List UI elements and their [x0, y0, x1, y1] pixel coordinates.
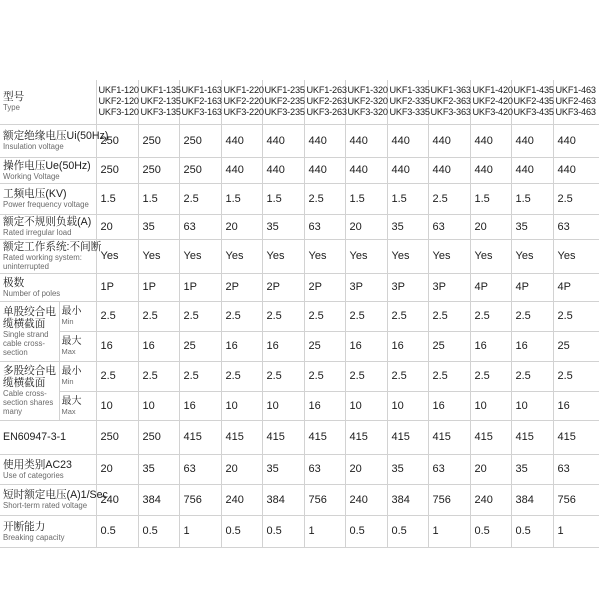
spec-label-cell [0, 515, 96, 547]
spec-value-cell: 20 [96, 214, 138, 239]
spec-value-cell: 0.5 [511, 515, 553, 547]
model-name: UKF2-463 [555, 96, 596, 107]
spec-value-cell: 4P [553, 273, 599, 301]
spec-value-cell: 1P [96, 273, 138, 301]
spec-label-zh: 额定绝缘电压Ui(50Hz) [3, 130, 109, 142]
group-label-en: Single strand cable cross-section [3, 329, 49, 357]
group-label-cell [0, 301, 59, 361]
model-name: UKF1-335 [389, 85, 430, 96]
spec-value-cell: 1P [179, 273, 221, 301]
spec-value-cell: 756 [304, 484, 345, 515]
model-name: UKF3-463 [555, 107, 596, 118]
spec-value-cell: 2.5 [96, 301, 138, 331]
spec-value-cell: 63 [428, 454, 470, 484]
spec-value-cell: 10 [345, 391, 387, 420]
spec-table [0, 80, 599, 548]
spec-value-cell: 35 [262, 214, 304, 239]
spec-value-cell: 1P [138, 273, 179, 301]
spec-value-cell: 25 [179, 331, 221, 361]
spec-value-cell: 440 [511, 157, 553, 183]
spec-value-cell: 2.5 [138, 301, 179, 331]
spec-value-cell: 10 [138, 391, 179, 420]
spec-label-en: Short-term rated voltage [3, 501, 88, 510]
spec-value-cell: 1.5 [96, 183, 138, 214]
spec-value-cell: 440 [221, 124, 262, 157]
spec-value-cell: 384 [511, 484, 553, 515]
spec-label-cell [0, 214, 96, 239]
spec-value-cell: 16 [179, 391, 221, 420]
spec-value-cell: 440 [387, 157, 428, 183]
subrow-label-en: Max [61, 347, 76, 356]
spec-value-cell: 2.5 [553, 361, 599, 391]
spec-value-cell: Yes [304, 239, 345, 273]
spec-value-cell: 2.5 [387, 301, 428, 331]
spec-value-cell: 2.5 [262, 301, 304, 331]
model-name: UKF3-363 [430, 107, 471, 118]
spec-label-zh: 极数 [3, 276, 25, 289]
spec-value-cell: 2.5 [179, 301, 221, 331]
spec-value-cell: 2.5 [428, 183, 470, 214]
subrow-label-zh: 最小 [61, 306, 82, 317]
model-name: UKF1-120 [98, 85, 139, 96]
spec-row [0, 273, 599, 301]
spec-value-cell: 16 [511, 331, 553, 361]
spec-value-cell: 756 [179, 484, 221, 515]
model-header-cell [221, 80, 262, 124]
model-name: UKF1-363 [430, 85, 471, 96]
model-name: UKF3-220 [223, 107, 264, 118]
spec-value-cell: 10 [96, 391, 138, 420]
spec-value-cell: 35 [138, 454, 179, 484]
model-name: UKF2-220 [223, 96, 264, 107]
spec-value-cell: 250 [138, 157, 179, 183]
spec-value-cell: 415 [387, 420, 428, 454]
type-header-en: Type [3, 103, 20, 113]
spec-value-cell: 3P [428, 273, 470, 301]
spec-value-cell: 240 [470, 484, 511, 515]
spec-value-cell: 1 [179, 515, 221, 547]
spec-label-en: Use of categories [3, 470, 64, 480]
subrow-label-en: Min [61, 317, 74, 326]
spec-value-cell: 250 [179, 157, 221, 183]
spec-label-zh: 短时额定电压(A)1/Sec [3, 489, 108, 501]
spec-value-cell: 1 [428, 515, 470, 547]
model-header-cell [262, 80, 304, 124]
spec-value-cell: 2.5 [138, 361, 179, 391]
spec-value-cell: 440 [345, 157, 387, 183]
group-label-zh: 单股绞合电缆横截面 [3, 305, 56, 330]
model-header-cell [511, 80, 553, 124]
spec-label-zh: 开断能力 [3, 520, 46, 533]
spec-value-cell: Yes [262, 239, 304, 273]
spec-row [0, 157, 599, 183]
spec-value-cell: 240 [345, 484, 387, 515]
spec-label-en: Insulation voltage [3, 142, 64, 151]
spec-value-cell: 10 [221, 391, 262, 420]
spec-value-cell: 20 [96, 454, 138, 484]
model-name: UKF2-120 [98, 96, 139, 107]
model-header-cell [428, 80, 470, 124]
model-name: UKF3-163 [181, 107, 222, 118]
spec-value-cell: 25 [428, 331, 470, 361]
spec-label-cell [0, 420, 96, 454]
spec-label-cell [0, 273, 96, 301]
model-name: UKF2-235 [264, 96, 305, 107]
spec-value-cell: 63 [304, 454, 345, 484]
model-name: UKF2-435 [513, 96, 554, 107]
spec-value-cell: 63 [304, 214, 345, 239]
spec-value-cell: Yes [345, 239, 387, 273]
spec-value-cell: 20 [221, 454, 262, 484]
spec-value-cell: Yes [138, 239, 179, 273]
spec-value-cell: 415 [179, 420, 221, 454]
spec-label-cell [0, 183, 96, 214]
spec-value-cell: 384 [262, 484, 304, 515]
spec-label-cell [0, 124, 109, 157]
spec-value-cell: Yes [470, 239, 511, 273]
spec-value-cell: 2.5 [179, 361, 221, 391]
spec-value-cell: 440 [428, 124, 470, 157]
spec-value-cell: 63 [428, 214, 470, 239]
spec-value-cell: 756 [553, 484, 599, 515]
spec-value-cell: 440 [304, 124, 345, 157]
model-name: UKF2-420 [472, 96, 513, 107]
spec-row [0, 420, 599, 454]
spec-value-cell: 415 [345, 420, 387, 454]
spec-value-cell: 2.5 [428, 301, 470, 331]
model-name: UKF3-335 [389, 107, 430, 118]
spec-value-cell: 2.5 [96, 361, 138, 391]
spec-value-cell: 2.5 [470, 301, 511, 331]
spec-value-cell: 16 [553, 391, 599, 420]
model-header-cell [96, 80, 138, 124]
spec-value-cell: 440 [304, 157, 345, 183]
spec-row [0, 124, 599, 157]
model-name: UKF2-320 [347, 96, 388, 107]
spec-label-zh: 工频电压(KV) [3, 188, 67, 200]
spec-value-cell: 3P [387, 273, 428, 301]
spec-value-cell: 415 [262, 420, 304, 454]
spec-value-cell: 0.5 [96, 515, 138, 547]
model-name: UKF3-120 [98, 107, 139, 118]
spec-value-cell: 16 [221, 331, 262, 361]
spec-value-cell: 1.5 [345, 183, 387, 214]
spec-value-cell: 16 [138, 331, 179, 361]
spec-value-cell: 20 [221, 214, 262, 239]
spec-value-cell: 440 [553, 157, 599, 183]
spec-value-cell: 63 [179, 454, 221, 484]
spec-value-cell: Yes [179, 239, 221, 273]
spec-value-cell: 2.5 [470, 361, 511, 391]
subrow-label-cell [59, 391, 96, 420]
spec-value-cell: 0.5 [387, 515, 428, 547]
spec-label-en: Number of poles [3, 288, 61, 298]
spec-value-cell: 1 [304, 515, 345, 547]
model-name: UKF2-363 [430, 96, 471, 107]
spec-value-cell: Yes [511, 239, 553, 273]
model-name: UKF1-320 [347, 85, 388, 96]
spec-value-cell: 415 [470, 420, 511, 454]
spec-value-cell: 0.5 [262, 515, 304, 547]
spec-value-cell: 63 [553, 214, 599, 239]
spec-value-cell: 2.5 [304, 361, 345, 391]
spec-value-cell: 35 [138, 214, 179, 239]
spec-row [0, 214, 599, 239]
spec-label-en: Breaking capacity [3, 532, 65, 542]
spec-value-cell: 4P [470, 273, 511, 301]
spec-value-cell: 2.5 [553, 183, 599, 214]
model-name: UKF3-435 [513, 107, 554, 118]
group-spec-row [0, 331, 599, 361]
model-name: UKF1-263 [306, 85, 347, 96]
spec-value-cell: 16 [304, 391, 345, 420]
spec-value-cell: 440 [387, 124, 428, 157]
spec-label-zh: 额定不规则负载(A) [3, 216, 92, 228]
spec-value-cell: 25 [304, 331, 345, 361]
subrow-label-cell [59, 361, 96, 391]
spec-value-cell: 440 [221, 157, 262, 183]
spec-value-cell: 384 [387, 484, 428, 515]
spec-value-cell: 250 [138, 124, 179, 157]
spec-value-cell: 250 [96, 157, 138, 183]
spec-value-cell: 10 [470, 391, 511, 420]
spec-value-cell: 2.5 [179, 183, 221, 214]
group-label-en: Cable cross-section shares many [3, 389, 54, 416]
spec-value-cell: 0.5 [221, 515, 262, 547]
spec-value-cell: 1.5 [470, 183, 511, 214]
spec-value-cell: 25 [553, 331, 599, 361]
subrow-label-en: Max [61, 406, 76, 416]
spec-row [0, 239, 599, 273]
spec-value-cell: 415 [221, 420, 262, 454]
spec-value-cell: 16 [262, 331, 304, 361]
spec-value-cell: Yes [221, 239, 262, 273]
spec-label-zh: 额定工作系统:不间断 [3, 241, 102, 253]
spec-value-cell: 0.5 [470, 515, 511, 547]
spec-row [0, 484, 599, 515]
model-header-cell [138, 80, 179, 124]
spec-value-cell: 2.5 [511, 361, 553, 391]
spec-value-cell: 384 [138, 484, 179, 515]
spec-label-cell [0, 454, 96, 484]
spec-label-zh: EN60947-3-1 [3, 431, 67, 443]
model-name: UKF3-263 [306, 107, 347, 118]
model-name: UKF3-420 [472, 107, 513, 118]
spec-value-cell: 1.5 [387, 183, 428, 214]
spec-value-cell: 35 [511, 214, 553, 239]
spec-value-cell: 756 [428, 484, 470, 515]
spec-value-cell: 2P [221, 273, 262, 301]
model-name: UKF1-220 [223, 85, 264, 96]
spec-value-cell: 3P [345, 273, 387, 301]
subrow-label-cell [59, 331, 96, 361]
model-header-cell [304, 80, 345, 124]
spec-value-cell: 2.5 [304, 301, 345, 331]
spec-value-cell: 20 [345, 454, 387, 484]
spec-row [0, 454, 599, 484]
spec-label-en: Power frequency voltage [3, 200, 89, 209]
spec-value-cell: 1.5 [262, 183, 304, 214]
spec-value-cell: 240 [96, 484, 138, 515]
spec-value-cell: Yes [428, 239, 470, 273]
spec-value-cell: 2.5 [345, 361, 387, 391]
group-label-zh: 多股绞合电缆横截面 [3, 365, 56, 389]
subrow-label-en: Min [61, 377, 74, 386]
spec-value-cell: 440 [428, 157, 470, 183]
spec-label-en: Rated irregular load [3, 228, 72, 237]
spec-label-cell [0, 157, 96, 183]
spec-value-cell: 415 [511, 420, 553, 454]
model-header-cell [470, 80, 511, 124]
spec-label-zh: 操作电压Ue(50Hz) [3, 159, 91, 172]
model-header-cell [345, 80, 387, 124]
model-header-cell [387, 80, 428, 124]
group-spec-row [0, 361, 599, 391]
subrow-label-cell [59, 301, 96, 331]
spec-value-cell: 10 [511, 391, 553, 420]
type-header-zh: 型号 [3, 91, 25, 104]
spec-value-cell: 63 [179, 214, 221, 239]
spec-value-cell: 10 [262, 391, 304, 420]
spec-value-cell: 440 [262, 124, 304, 157]
spec-value-cell: 415 [304, 420, 345, 454]
subrow-label-zh: 最大 [61, 395, 82, 407]
spec-value-cell: 440 [470, 157, 511, 183]
model-name: UKF1-235 [264, 85, 305, 96]
spec-value-cell: Yes [96, 239, 138, 273]
spec-value-cell: 16 [428, 391, 470, 420]
group-label-cell [0, 361, 59, 420]
spec-value-cell: 440 [345, 124, 387, 157]
spec-row [0, 183, 599, 214]
spec-value-cell: Yes [387, 239, 428, 273]
subrow-label-zh: 最大 [61, 336, 82, 347]
spec-value-cell: 2P [304, 273, 345, 301]
spec-label-cell [0, 484, 108, 515]
spec-value-cell: 440 [511, 124, 553, 157]
spec-value-cell: 2P [262, 273, 304, 301]
spec-value-cell: 63 [553, 454, 599, 484]
model-name: UKF2-163 [181, 96, 222, 107]
spec-value-cell: 1.5 [221, 183, 262, 214]
spec-value-cell: 250 [138, 420, 179, 454]
spec-value-cell: 250 [179, 124, 221, 157]
spec-value-cell: 35 [511, 454, 553, 484]
spec-value-cell: 2.5 [511, 301, 553, 331]
spec-value-cell: 0.5 [345, 515, 387, 547]
model-header-cell [553, 80, 599, 124]
spec-label-en: Working Voltage [3, 171, 60, 181]
spec-value-cell: 2.5 [221, 361, 262, 391]
spec-value-cell: 16 [96, 331, 138, 361]
spec-value-cell: 20 [470, 214, 511, 239]
spec-value-cell: 0.5 [138, 515, 179, 547]
spec-label-en: Rated working system: uninterrupted [3, 253, 82, 271]
spec-value-cell: 20 [470, 454, 511, 484]
spec-value-cell: 16 [387, 331, 428, 361]
spec-value-cell: 415 [553, 420, 599, 454]
header-row [0, 80, 599, 124]
spec-value-cell: 1.5 [138, 183, 179, 214]
model-name: UKF1-420 [472, 85, 513, 96]
group-spec-row [0, 391, 599, 420]
model-name: UKF1-463 [555, 85, 596, 96]
spec-value-cell: 2.5 [304, 183, 345, 214]
model-name: UKF1-435 [513, 85, 554, 96]
model-name: UKF3-235 [264, 107, 305, 118]
model-name: UKF2-263 [306, 96, 347, 107]
spec-value-cell: 35 [387, 454, 428, 484]
model-name: UKF2-335 [389, 96, 430, 107]
model-name: UKF3-135 [140, 107, 181, 118]
spec-label-zh: 使用类别AC23 [3, 458, 72, 471]
spec-value-cell: 16 [345, 331, 387, 361]
spec-value-cell: 1.5 [511, 183, 553, 214]
spec-value-cell: 250 [96, 124, 138, 157]
spec-value-cell: 440 [553, 124, 599, 157]
spec-value-cell: 2.5 [553, 301, 599, 331]
spec-value-cell: 2.5 [345, 301, 387, 331]
spec-value-cell: 1 [553, 515, 599, 547]
spec-value-cell: 440 [262, 157, 304, 183]
spec-value-cell: 20 [345, 214, 387, 239]
model-name: UKF3-320 [347, 107, 388, 118]
spec-value-cell: Yes [553, 239, 599, 273]
spec-row [0, 515, 599, 547]
spec-value-cell: 2.5 [262, 361, 304, 391]
subrow-label-zh: 最小 [61, 366, 82, 377]
spec-label-cell [0, 239, 102, 273]
spec-value-cell: 240 [221, 484, 262, 515]
spec-value-cell: 415 [428, 420, 470, 454]
model-name: UKF1-163 [181, 85, 222, 96]
spec-value-cell: 2.5 [221, 301, 262, 331]
spec-value-cell: 440 [470, 124, 511, 157]
spec-value-cell: 10 [387, 391, 428, 420]
spec-value-cell: 4P [511, 273, 553, 301]
spec-value-cell: 35 [387, 214, 428, 239]
spec-value-cell: 250 [96, 420, 138, 454]
model-name: UKF2-135 [140, 96, 181, 107]
model-name: UKF1-135 [140, 85, 181, 96]
model-header-cell [179, 80, 221, 124]
group-spec-row [0, 301, 599, 331]
spec-value-cell: 2.5 [387, 361, 428, 391]
type-header-cell [0, 80, 96, 124]
spec-value-cell: 35 [262, 454, 304, 484]
spec-value-cell: 16 [470, 331, 511, 361]
spec-table-container [0, 80, 600, 548]
spec-value-cell: 2.5 [428, 361, 470, 391]
